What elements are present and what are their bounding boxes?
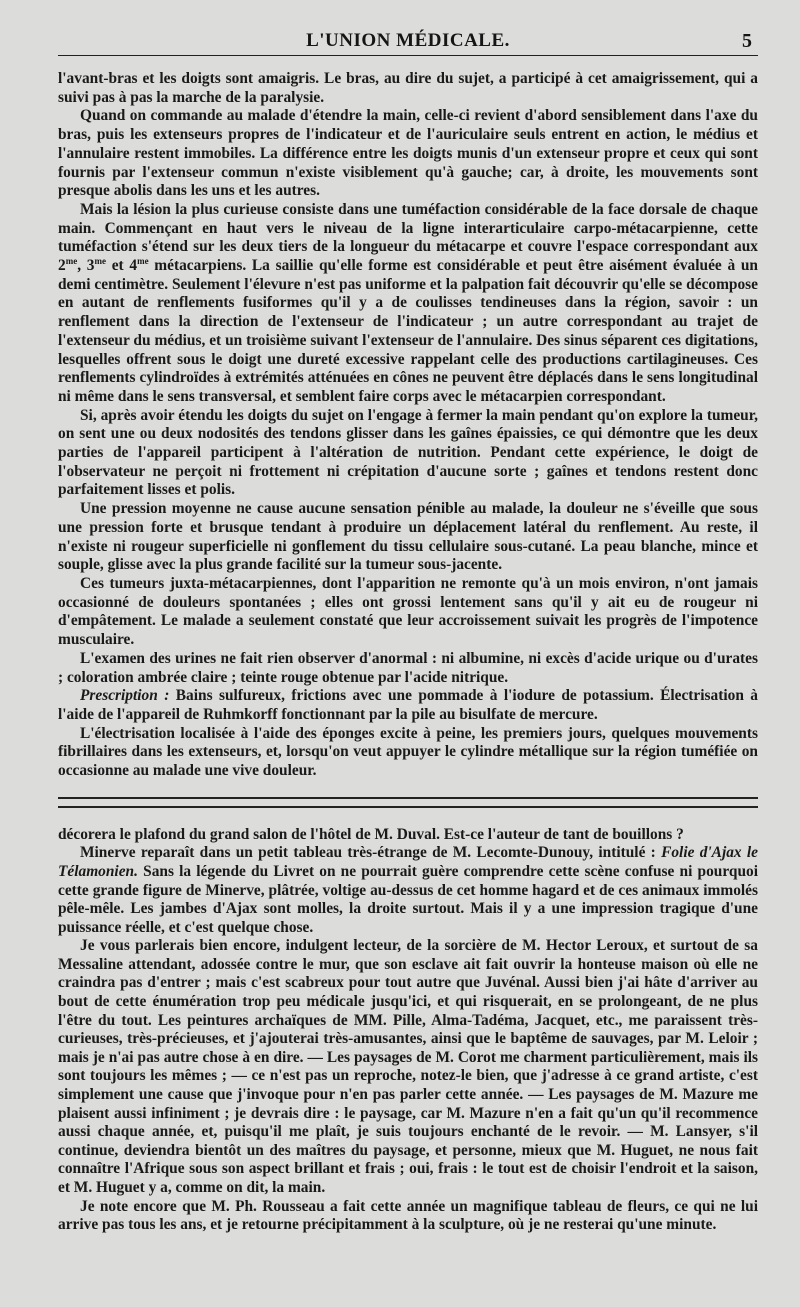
feuilleton-article [58, 826, 758, 1235]
superscript: me [137, 255, 149, 266]
text-run: Sans la légende du Livret on ne pourrait guère comprendre cette scène confuse ni pourquoi cette grande figure de Minerve, plâtrée, voltige au-dessus de cet homme hagard et de ces animaux immolés pêle-mêle. Les jambes d'Ajax sont molles, la droite surtout. Mais il y a une impression tragique d'une puissance réelle, et c'est quelque chose. [58, 862, 758, 936]
text-run: Mais la lésion la plus curieuse consiste dans une tuméfaction considérable de la face dorsale de chaque main. Commençant en haut vers le niveau de la ligne interarticulaire carpo-métacarpienne, cette tuméfaction s'étend sur les deux tiers de la longueur du métacarpe et couvre l'espace correspondant aux 2 [58, 200, 758, 275]
text-run: métacarpiens. La saillie qu'elle forme est considérable et peut être aisément évaluée à un demi centimètre. Seulement l'élevure n'est pas uniforme et la palpation fait découvrir qu'elle se décompose en autant de renflements fusiformes qu'il y a de coulisses tendineuses dans la région, savoir : un renflement dans la direction de l'extenseur de l'indicateur ; un autre correspondant au trajet de l'extenseur du médius, et un troisième suivant l'extenseur de l'annulaire. Des sinus séparent ces digitations, lesquelles offrent sous le doigt une dureté excessive rappelant celle des productions cartilagineuses. Ces renflements cylindroïdes à extrémités atténuées en cônes ne peuvent être déplacés dans le sens longitudinal ni même dans le sens transversal, et semblent faire corps avec le métacarpien correspondant. [58, 257, 758, 405]
paragraph: décorera le plafond du grand salon de l'hôtel de M. Duval. Est-ce l'auteur de tant de bouillons ? [58, 825, 684, 843]
superscript: me [65, 255, 78, 266]
page-header [58, 0, 758, 56]
paragraph [58, 687, 758, 724]
paragraph: Quand on commande au malade d'étendre la main, celle-ci revient d'abord sensiblement dans l'axe du bras, puis les extenseurs propres de l'indicateur et de l'auriculaire seuls entrent en action, le médius et l'annulaire restent immobiles. La différence entre les doigts munis d'un extenseur propre et ceux qui sont fournis par l'extenseur commun n'existe visiblement qu'à gauche; car, à droite, les mouvements sont presque abolis dans les uns et les autres. [58, 107, 758, 200]
running-title: L'UNION MÉDICALE. [306, 30, 510, 51]
paragraph [58, 201, 758, 407]
text-run: , 3 [77, 257, 95, 275]
header-rule [58, 55, 758, 56]
paragraph: Ces tumeurs juxta-métacarpiennes, dont l'apparition ne remonte qu'à un mois environ, n'ont jamais occasionné de douleurs spontanées ; elles ont grossi lentement sans qu'il y ait eu de rougeur ni d'empâtement. Le malade a seulement constaté que leur accroissement suivait les progrès de l'impotence musculaire. [58, 574, 758, 649]
paragraph: Si, après avoir étendu les doigts du sujet on l'engage à fermer la main pendant qu'on explore la tumeur, on sent une ou deux nodosités des tendons glisser dans les gaînes épaissies, ce qui démontre que les deux parties de l'appareil participent à l'altération de nutrition. Pendant cette expérience, le doigt de l'observateur ne perçoit ni frottement ni crépitation d'aucune sorte ; gaînes et tendons restent donc parfaitement lisses et polis. [58, 406, 758, 499]
paragraph: L'examen des urines ne fait rien observer d'anormal : ni albumine, ni excès d'acide urique ou d'urates ; coloration ambrée claire ; teinte rouge obtenue par l'acide nitrique. [58, 649, 758, 686]
paragraph: Je vous parlerais bien encore, indulgent lecteur, de la sorcière de M. Hector Leroux, et surtout de sa Messaline attendant, adossée contre le mur, que son esclave ait fait ouvrir la honteuse maison où elle ne craindra pas d'entrer ; mais c'est scabreux pour tout autre que Juvénal. Aussi bien j'ai hâte d'arriver au bout de cette énumération trop peu médicale jusqu'ici, et qui risquerait, en se prolongeant, de ne plus l'être du tout. Les peintures archaïques de MM. Pille, Alma-Tadéma, Jacquet, etc., me paraissent très-curieuses, très-précieuses, et j'ajouterai très-amusantes, ainsi que le baptême de sauvages, par M. Leloir ; mais je n'ai pas autre chose à en dire. — Les paysages de M. Corot me charment particulièrement, mais ils sont toujours les mêmes ; — ce n'est pas un reproche, notez-le bien, que j'adresse à ce grand artiste, c'est simplement une cause que j'invoque pour n'en pas parler cette année. — Les paysages de M. Mazure me plaisent aussi infiniment ; je devrais dire : le paysage, car M. Mazure n'en a fait qu'un qu'il recommence aussi chaque année, et, puisqu'il me plaît, je suis toujours enchanté de le revoir. — M. Lansyer, s'il continue, deviendra bientôt un des maîtres du paysage, et personne, mieux que M. Huguet, ne nous fait connaître l'Afrique sous son aspect brillant et frais ; oui, frais : le tout est de choisir l'endroit et la saison, et M. Huguet y a, comme on dit, la main. [58, 937, 758, 1196]
paragraph: L'électrisation localisée à l'aide des éponges excite à peine, les premiers jours, quelques mouvements fibrillaires dans les extenseurs, et, lorsqu'on veut appuyer le cylindre métallique sur la région tuméfiée on occasionne au malade une vive douleur. [58, 724, 758, 780]
painting-title: Folie d'Ajax le Télamonien. [58, 844, 758, 880]
medical-article [58, 56, 758, 781]
paragraph [58, 844, 758, 937]
text-run: Minerve reparaît dans un petit tableau très-étrange de M. Lecomte-Dunouy, intitulé : [80, 844, 662, 862]
paragraph: Je note encore que M. Ph. Rousseau a fait cette année un magnifique tableau de fleurs, ce qui ne lui arrive pas tous les ans, et je retourne précipitamment à la sculpture, où je ne resterai qu'une minute. [58, 1197, 758, 1234]
superscript: me [94, 255, 106, 266]
text-run: Bains sulfureux, frictions avec une pommade à l'iodure de potassium. Électrisation à l'aide de l'appareil de Ruhmkorff fonctionnant par la pile au bisulfate de mercure. [58, 687, 758, 723]
text-run: et 4 [105, 257, 138, 275]
paragraph: l'avant-bras et les doigts sont amaigris. Le bras, au dire du sujet, a participé à cet amaigrissement, qui a suivi pas à pas la marche de la paralysie. [58, 70, 758, 106]
paragraph: Une pression moyenne ne cause aucune sensation pénible au malade, la douleur ne s'éveille que sous une pression forte et brusque tendant à produire un déplacement latéral du renflement. Au reste, il n'existe ni rougeur superficielle ni gonflement du tissu cellulaire sous-cutané. La peau blanche, mince et souple, glisse avec la plus grande facilité sur la tumeur sous-jacente. [58, 500, 758, 574]
section-divider [58, 797, 758, 808]
prescription-label: Prescription : [80, 687, 170, 705]
page-number: 5 [742, 30, 752, 52]
